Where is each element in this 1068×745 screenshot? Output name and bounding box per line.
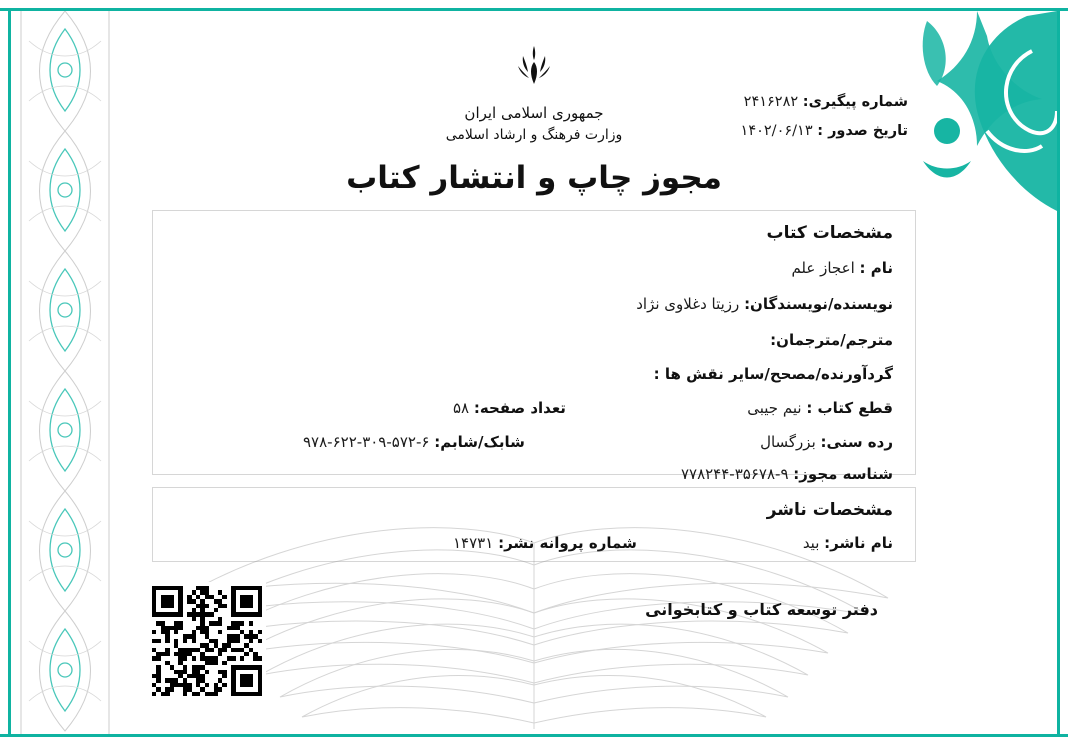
book-isbn-row — [303, 433, 525, 451]
book-name-label: نام : — [859, 259, 893, 277]
book-license-id-label: شناسه مجوز: — [793, 465, 893, 483]
qr-code[interactable] — [148, 582, 266, 700]
book-age-label: رده سنی: — [820, 433, 893, 451]
book-details-title: مشخصات کتاب — [766, 223, 893, 243]
book-details-card — [152, 210, 916, 483]
issue-date-row — [741, 117, 908, 146]
qr-code-grid — [152, 586, 262, 696]
issue-date-label: تاریخ صدور : — [817, 123, 908, 139]
book-size-label: قطع کتاب : — [806, 399, 893, 417]
book-age-row — [760, 433, 893, 451]
book-author-row — [636, 295, 893, 313]
tracking-row — [741, 88, 908, 117]
book-translator-row — [770, 331, 893, 349]
publisher-name-value: بید — [802, 534, 820, 552]
page-title: مجوز چاپ و انتشار کتاب — [346, 160, 722, 196]
book-name-value: اعجاز علم — [791, 259, 855, 277]
book-compiler-label: گردآورنده/مصحح/سایر نقش ها : — [653, 365, 893, 383]
book-age-value: بزرگسال — [760, 433, 816, 451]
book-isbn-label: شابک/شابم: — [434, 433, 525, 451]
ornament-left-column — [11, 11, 119, 734]
header-meta — [741, 88, 908, 146]
book-name-row — [791, 259, 893, 277]
book-size-row — [747, 399, 893, 417]
publisher-permit-label: شماره پروانه نشر: — [498, 534, 637, 552]
publisher-permit-value: ۱۴۷۳۱ — [453, 534, 494, 552]
book-author-value: رزیتا دغلاوی نژاد — [636, 295, 740, 313]
book-pages-value: ۵۸ — [453, 399, 470, 417]
book-license-id-value: ۹-۳۵۶۷۸-۷۷۸۲۴۴ — [680, 465, 789, 483]
publisher-details-title: مشخصات ناشر — [766, 500, 893, 520]
book-license-id-row — [681, 465, 893, 483]
frame-right-border — [1057, 8, 1060, 737]
emblem-line-1: جمهوری اسلامی ایران — [464, 104, 604, 122]
iran-emblem-icon — [374, 42, 694, 96]
tracking-value: ۲۴۱۶۲۸۲ — [743, 94, 799, 110]
book-translator-label: مترجم/مترجمان: — [770, 331, 893, 349]
book-pages-label: تعداد صفحه: — [473, 399, 566, 417]
book-size-value: نیم جیبی — [747, 399, 802, 417]
book-compiler-row — [654, 365, 893, 383]
issue-date-value: ۱۴۰۲/۰۶/۱۳ — [740, 123, 813, 139]
book-author-label: نویسنده/نویسندگان: — [744, 295, 893, 313]
book-isbn-value: ۶-۵۷۲-۳۰۹-۶۲۲-۹۷۸ — [303, 433, 430, 451]
book-pages-row — [453, 399, 566, 417]
emblem-line-2: وزارت فرهنگ و ارشاد اسلامی — [445, 127, 623, 143]
publisher-name-label: نام ناشر: — [824, 534, 893, 552]
tracking-label: شماره پیگیری: — [802, 94, 908, 110]
national-emblem — [374, 42, 694, 143]
frame-bottom-border — [0, 734, 1068, 737]
office-label: دفتر توسعه کتاب و کتابخوانی — [645, 600, 878, 619]
